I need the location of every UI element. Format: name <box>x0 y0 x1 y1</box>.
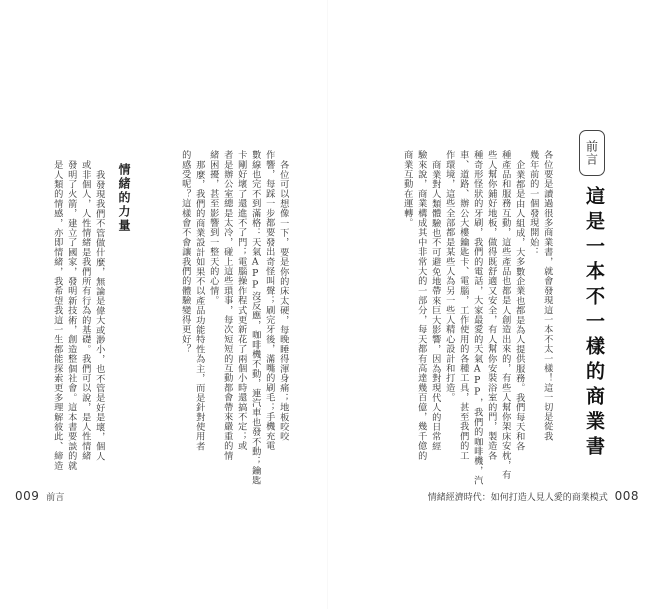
left-body-column: 我發現我們不管做什麼，無論是偉大或渺小，也不管是好是壞，個人 <box>93 170 105 461</box>
left-body-column: 作響，每踩一步都要發出奇怪叫聲；刷完牙後，滿嘴的刷毛；手機充電 <box>263 150 275 451</box>
right-folio <box>428 489 643 503</box>
right-body-column: 些人幫你鋪好地板，做得既舒適又安全，有人幫你安裝浴室的門，製造各 <box>485 150 497 461</box>
left-body-column: 或非個人，人性情緒是我們所有行為的基礎。我們可以說，是人性情緒 <box>79 160 91 461</box>
right-body-column: 作環境，這些全部都是某些人為另一些人精心設計和打造。 <box>443 150 455 403</box>
right-body-column: 各位要是讀過很多商業書，就會發現這一本不太一樣！這一切是從我 <box>541 150 553 441</box>
left-body-column: 的感受呢？這樣會不會讓我們的體驗變得更好？ <box>179 150 191 354</box>
left-folio <box>11 489 64 503</box>
left-body-column: 是人類的情感，亦即情緒，我希望我這一生都能探索更多理解彼此、締造 <box>51 160 63 471</box>
running-title: 情緒經濟時代：如何打造人見人愛的商業模式 <box>427 493 608 503</box>
right-body-column: 幾年前的一個發現開始： <box>527 150 539 257</box>
left-body-column: 數線也完不到滿格：天氣APP沒反應，咖啡機不動，連汽車也發不動；鑰匙 <box>249 150 261 486</box>
right-body-column: 企業都是由人組成，大多數企業也都是為人提供服務。我們每天和各 <box>513 160 525 451</box>
right-body-column: 種奇形怪狀的牙刷，我們的電話，大家最愛的天氣APP，我們的咖啡機，汽 <box>471 150 483 486</box>
left-body-column: 那麼，我們的商業設計如果不以產品功能特性為主，而是針對使用者 <box>193 160 205 451</box>
left-body-column: 者是辦公室總是太冷，碰上這些瑣事，每次短短的互動都會帶來嚴重的情 <box>221 150 233 461</box>
running-title: 前言 <box>46 493 65 503</box>
page-number: 008 <box>614 489 639 503</box>
right-body-column: 種產品和服務互動，這些產品也都是人創造出來的，有些人幫你架床安枕，有 <box>499 150 511 480</box>
chapter-label-box: 前言 <box>579 130 605 176</box>
page-gutter <box>327 0 328 609</box>
left-body-column: 發明了火箭，建立了國家，發明新技術，創造整個社會。這本書要談的就 <box>65 160 77 471</box>
right-body-column: 車、道路、辦公大樓鑰匙卡、電腦，工作使用的各種工具，甚至我們的工 <box>457 150 469 461</box>
left-body-column: 各位可以想像一下，要是你的床太硬，每晚睡得渾身痛；地板咬咬 <box>277 160 289 442</box>
right-body-column: 商業對人類體驗也不可避免地帶來巨大影響，因為對現代人的日常經 <box>429 160 441 451</box>
right-body-column: 商業互動在運轉。 <box>401 150 413 228</box>
page-number: 009 <box>15 489 40 503</box>
left-body-column: 緒困擾，甚至影響到一整天的心情。 <box>207 150 219 306</box>
chapter-title: 這是一本不一樣的商業書 <box>583 186 605 461</box>
section-heading: 情緒的力量 <box>117 163 131 233</box>
left-body-column: 卡剛好壞了還進不了門；電腦操作程式更新花了兩個小時還搞不定；或 <box>235 150 247 451</box>
right-body-column: 驗來說，商業構成其中非常大的一部分，每天都有高達幾百億，幾千億的 <box>415 150 427 461</box>
